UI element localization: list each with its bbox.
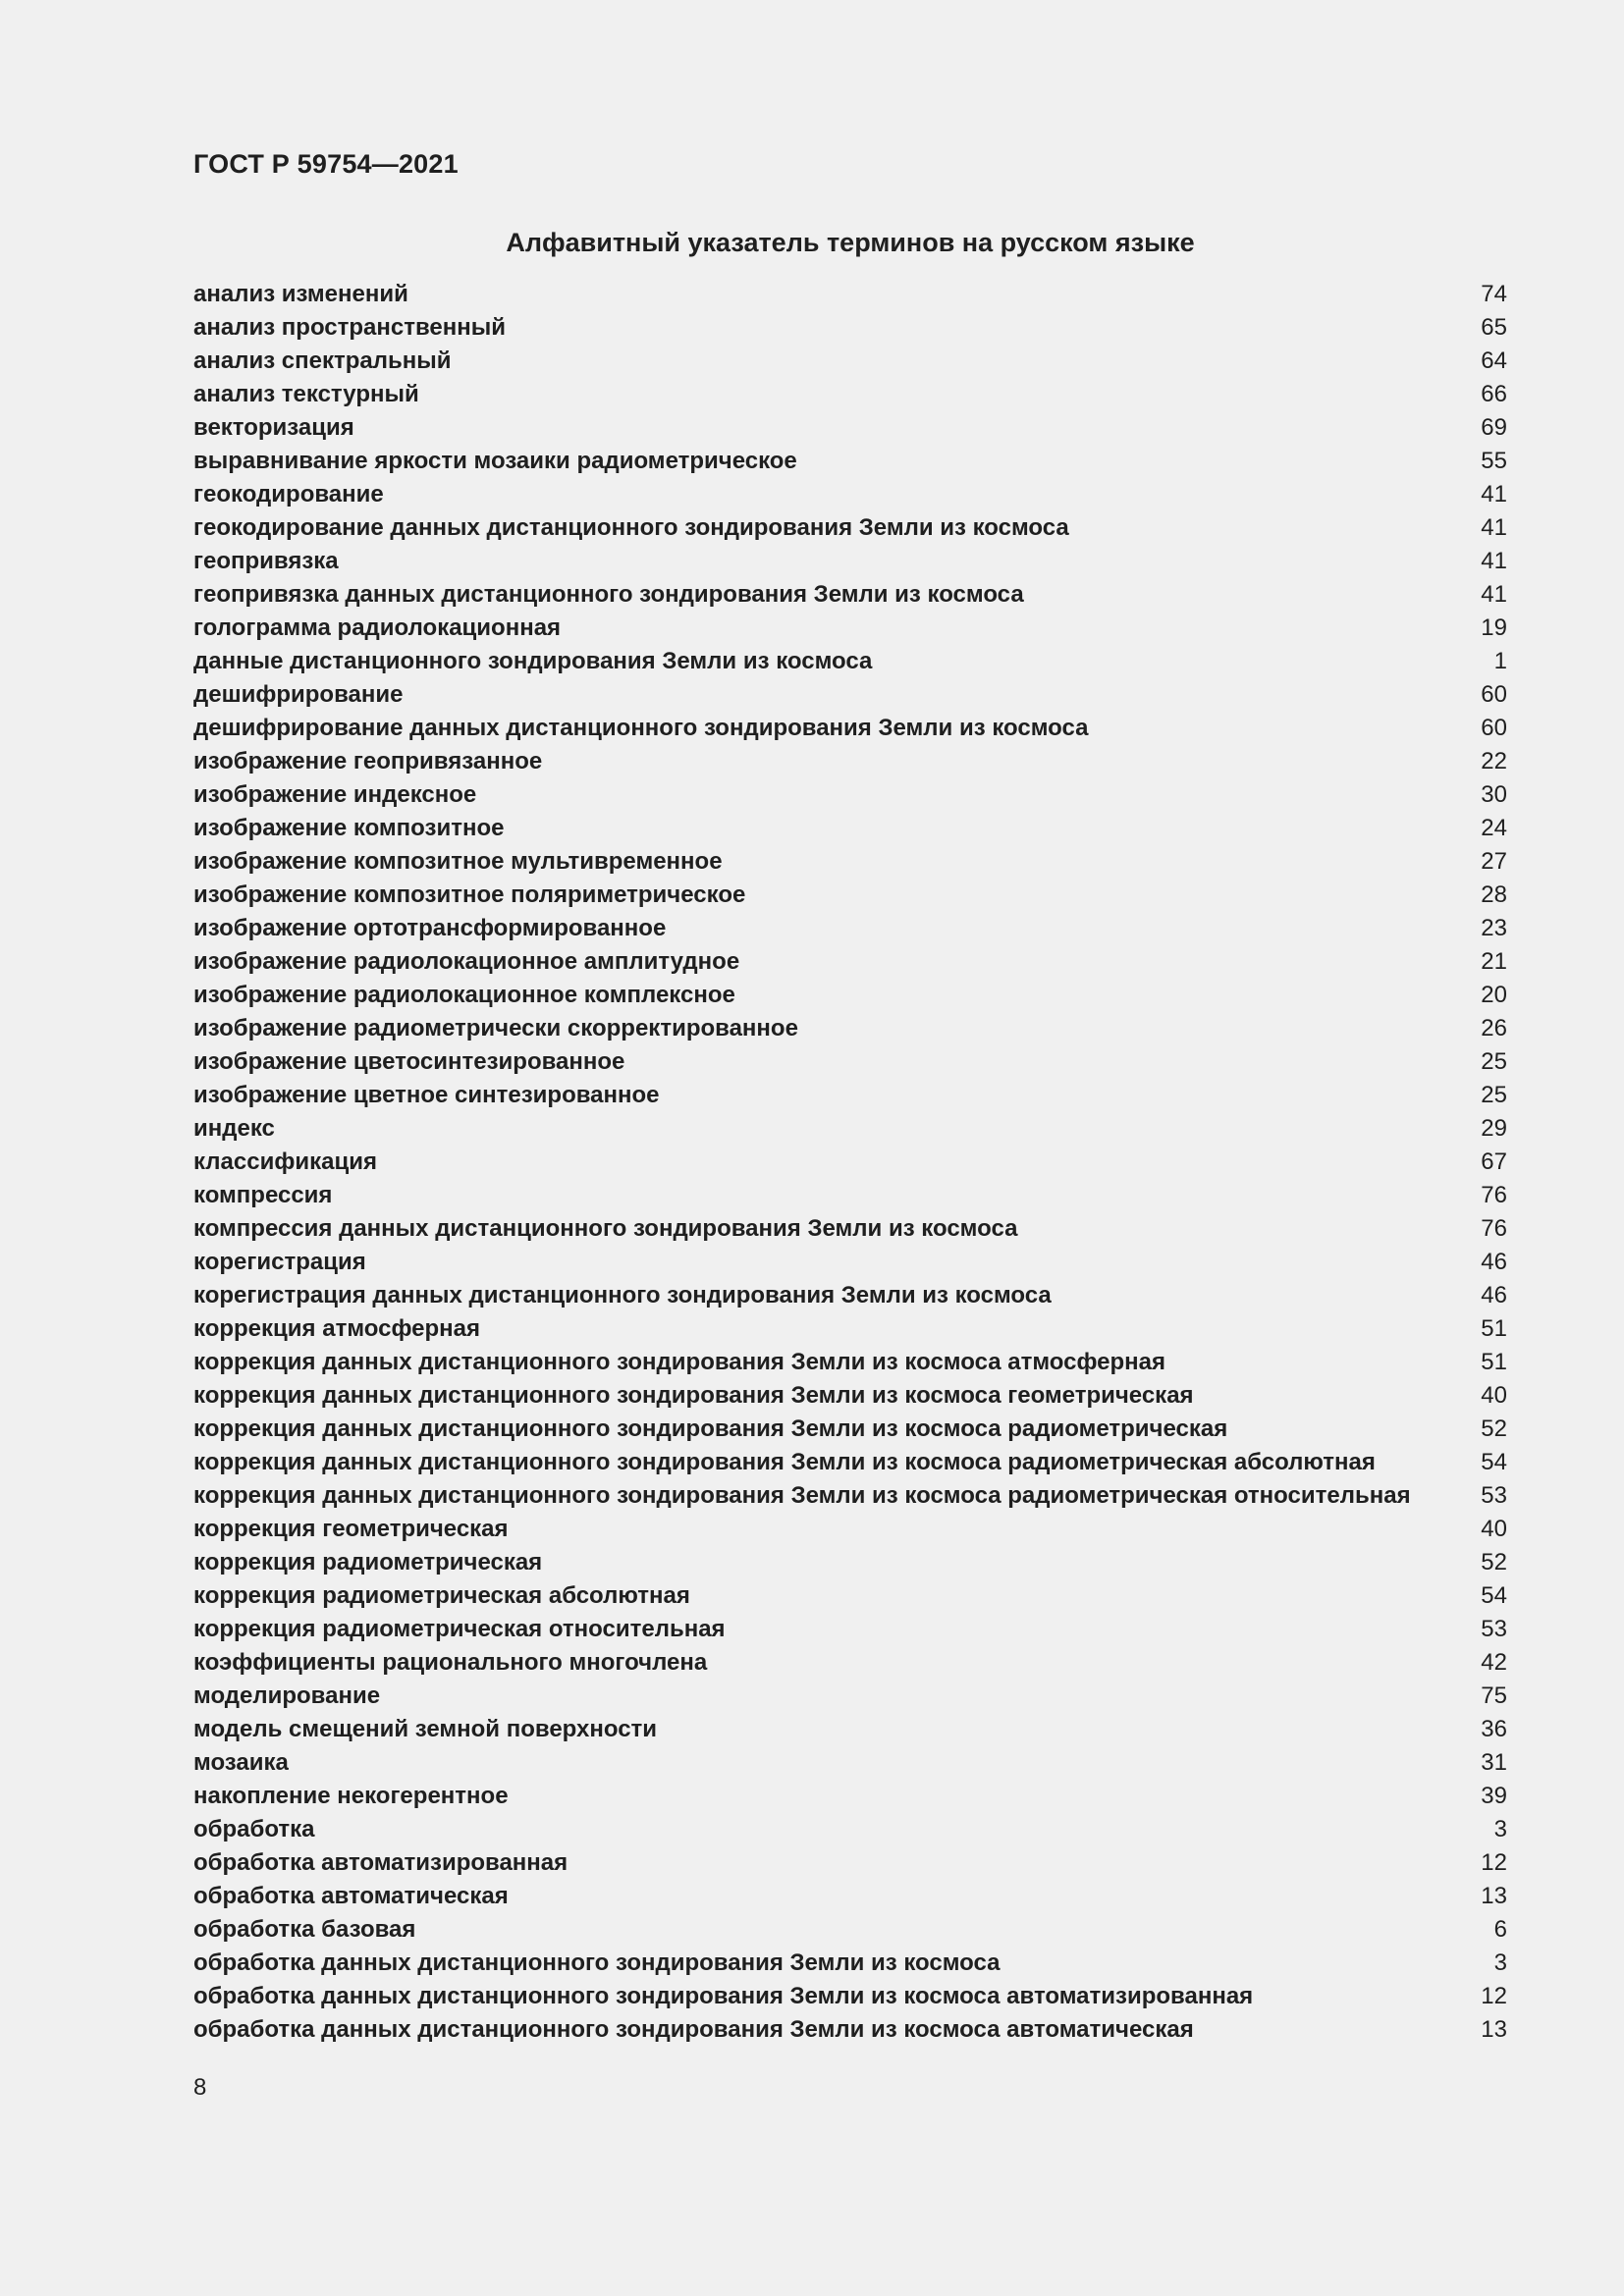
index-term-number: 46 [1481, 1249, 1507, 1275]
page-number: 8 [193, 2074, 207, 2101]
index-term: мозаика [193, 1749, 289, 1776]
index-entry [193, 1513, 1507, 1546]
index-entry [193, 1479, 1507, 1513]
index-term: компрессия данных дистанционного зондирования Земли из космоса [193, 1215, 1018, 1242]
index-term-number: 22 [1481, 748, 1507, 774]
index-entry [193, 612, 1507, 645]
index-term: изображение композитное поляриметрическое [193, 881, 746, 908]
index-entry [193, 945, 1507, 979]
index-term-number: 13 [1481, 2016, 1507, 2043]
index-entry [193, 1246, 1507, 1279]
index-term: модель смещений земной поверхности [193, 1716, 658, 1742]
index-term: изображение цветосинтезированное [193, 1048, 625, 1075]
index-entry [193, 1079, 1507, 1112]
index-term-number: 75 [1481, 1682, 1507, 1709]
index-term: анализ текстурный [193, 381, 419, 407]
index-term: векторизация [193, 414, 354, 441]
index-term-number: 31 [1481, 1749, 1507, 1776]
index-term: изображение индексное [193, 781, 477, 808]
index-entry [193, 1613, 1507, 1646]
index-entry [193, 478, 1507, 511]
index-term: коррекция атмосферная [193, 1315, 480, 1342]
index-entry [193, 678, 1507, 712]
index-term: коррекция радиометрическая абсолютная [193, 1582, 690, 1609]
index-entry [193, 1179, 1507, 1212]
index-term-number: 42 [1481, 1649, 1507, 1676]
index-entry [193, 345, 1507, 378]
index-entry [193, 1846, 1507, 1880]
index-entry [193, 445, 1507, 478]
index-term-number: 53 [1481, 1482, 1507, 1509]
index-term-number: 55 [1481, 448, 1507, 474]
index-term: моделирование [193, 1682, 381, 1709]
index-term-number: 30 [1481, 781, 1507, 808]
index-entry [193, 545, 1507, 578]
index-term-number: 13 [1481, 1883, 1507, 1909]
index-term-number: 21 [1481, 948, 1507, 975]
index-term: изображение радиолокационное амплитудное [193, 948, 740, 975]
index-term: коррекция данных дистанционного зондирования Земли из космоса радиометрическая относительная [193, 1482, 1411, 1509]
index-term: изображение радиометрически скорректированное [193, 1015, 798, 1041]
index-entry [193, 1212, 1507, 1246]
index-entry [193, 645, 1507, 678]
index-term-number: 26 [1481, 1015, 1507, 1041]
index-term: геокодирование [193, 481, 384, 507]
index-term: обработка данных дистанционного зондирования Земли из космоса [193, 1949, 1001, 1976]
index-term: обработка автоматическая [193, 1883, 509, 1909]
index-entry [193, 1045, 1507, 1079]
index-term-number: 40 [1481, 1382, 1507, 1409]
index-term: выравнивание яркости мозаики радиометрическое [193, 448, 797, 474]
index-entry [193, 912, 1507, 945]
index-entry [193, 1546, 1507, 1579]
index-term-number: 54 [1481, 1449, 1507, 1475]
index-entry [193, 1312, 1507, 1346]
index-entry [193, 1713, 1507, 1746]
index-entry [193, 1112, 1507, 1146]
index-term: индекс [193, 1115, 275, 1142]
index-term-number: 41 [1481, 548, 1507, 574]
index-term: изображение геопривязанное [193, 748, 543, 774]
index-entry [193, 1880, 1507, 1913]
index-entry [193, 2013, 1507, 2047]
index-term: данные дистанционного зондирования Земли из космоса [193, 648, 873, 674]
index-term: коррекция данных дистанционного зондирования Земли из космоса геометрическая [193, 1382, 1194, 1409]
index-term: коррекция геометрическая [193, 1516, 509, 1542]
index-term: классификация [193, 1148, 377, 1175]
index-term-number: 3 [1493, 1949, 1507, 1976]
index-entry [193, 845, 1507, 879]
index-term: коррекция радиометрическая относительная [193, 1616, 726, 1642]
index-entry [193, 1947, 1507, 1980]
index-entry [193, 1780, 1507, 1813]
index-entry [193, 745, 1507, 778]
index-term-number: 28 [1481, 881, 1507, 908]
index-term-number: 1 [1493, 648, 1507, 674]
index-term-number: 65 [1481, 314, 1507, 341]
index-entry [193, 1646, 1507, 1680]
index-entry [193, 812, 1507, 845]
index-entry [193, 712, 1507, 745]
index-term: изображение радиолокационное комплексное [193, 982, 735, 1008]
index-term-number: 52 [1481, 1415, 1507, 1442]
index-entry [193, 378, 1507, 411]
index-term-number: 40 [1481, 1516, 1507, 1542]
index-term: изображение ортотрансформированное [193, 915, 667, 941]
index-term: накопление некогерентное [193, 1783, 509, 1809]
term-index-list [193, 278, 1507, 2047]
index-entry [193, 1146, 1507, 1179]
index-entry [193, 1913, 1507, 1947]
index-term-number: 46 [1481, 1282, 1507, 1308]
index-term-number: 64 [1481, 347, 1507, 374]
index-term-number: 6 [1493, 1916, 1507, 1943]
index-term: коррекция данных дистанционного зондирования Земли из космоса радиометрическая [193, 1415, 1228, 1442]
index-term-number: 76 [1481, 1182, 1507, 1208]
index-term-number: 53 [1481, 1616, 1507, 1642]
index-term: обработка [193, 1816, 315, 1842]
index-term: геопривязка [193, 548, 339, 574]
index-term: обработка данных дистанционного зондирования Земли из космоса автоматическая [193, 2016, 1194, 2043]
index-entry [193, 1379, 1507, 1413]
index-term: анализ изменений [193, 281, 408, 307]
index-term-number: 76 [1481, 1215, 1507, 1242]
index-term: изображение композитное мультивременное [193, 848, 723, 875]
index-entry [193, 1746, 1507, 1780]
index-term-number: 25 [1481, 1082, 1507, 1108]
index-term-number: 41 [1481, 514, 1507, 541]
index-term-number: 54 [1481, 1582, 1507, 1609]
index-entry [193, 411, 1507, 445]
document-code-header: ГОСТ Р 59754—2021 [193, 149, 459, 179]
index-term: коэффициенты рационального многочлена [193, 1649, 708, 1676]
index-term-number: 36 [1481, 1716, 1507, 1742]
index-term-number: 23 [1481, 915, 1507, 941]
index-entry [193, 1446, 1507, 1479]
index-term-number: 41 [1481, 581, 1507, 608]
index-title: Алфавитный указатель терминов на русском языке [506, 228, 1195, 257]
index-term: геокодирование данных дистанционного зондирования Земли из космоса [193, 514, 1069, 541]
index-term: компрессия [193, 1182, 333, 1208]
index-entry [193, 1579, 1507, 1613]
index-entry [193, 1012, 1507, 1045]
index-entry [193, 311, 1507, 345]
index-entry [193, 1346, 1507, 1379]
index-term: анализ пространственный [193, 314, 507, 341]
index-term-number: 51 [1481, 1315, 1507, 1342]
index-entry [193, 1279, 1507, 1312]
index-term: обработка данных дистанционного зондирования Земли из космоса автоматизированная [193, 1983, 1254, 2009]
index-term-number: 52 [1481, 1549, 1507, 1575]
index-term: обработка базовая [193, 1916, 416, 1943]
index-entry [193, 278, 1507, 311]
index-entry [193, 578, 1507, 612]
index-term: изображение композитное [193, 815, 505, 841]
index-term: изображение цветное синтезированное [193, 1082, 660, 1108]
index-term-number: 66 [1481, 381, 1507, 407]
index-term-number: 12 [1481, 1983, 1507, 2009]
index-entry [193, 979, 1507, 1012]
index-term: голограмма радиолокационная [193, 614, 562, 641]
index-term: дешифрирование [193, 681, 404, 708]
index-term-number: 12 [1481, 1849, 1507, 1876]
index-term-number: 41 [1481, 481, 1507, 507]
index-term-number: 24 [1481, 815, 1507, 841]
index-term-number: 3 [1493, 1816, 1507, 1842]
index-entry [193, 1680, 1507, 1713]
index-entry [193, 1980, 1507, 2013]
index-term-number: 60 [1481, 681, 1507, 708]
index-term: корегистрация данных дистанционного зондирования Земли из космоса [193, 1282, 1052, 1308]
index-term-number: 67 [1481, 1148, 1507, 1175]
index-term: коррекция данных дистанционного зондирования Земли из космоса атмосферная [193, 1349, 1165, 1375]
index-term-number: 29 [1481, 1115, 1507, 1142]
index-term-number: 19 [1481, 614, 1507, 641]
index-term: обработка автоматизированная [193, 1849, 568, 1876]
index-entry [193, 1413, 1507, 1446]
index-term-number: 39 [1481, 1783, 1507, 1809]
index-term: коррекция данных дистанционного зондирования Земли из космоса радиометрическая абсолютная [193, 1449, 1376, 1475]
index-entry [193, 511, 1507, 545]
index-term-number: 60 [1481, 715, 1507, 741]
index-term-number: 20 [1481, 982, 1507, 1008]
index-term: геопривязка данных дистанционного зондирования Земли из космоса [193, 581, 1024, 608]
index-term: дешифрирование данных дистанционного зондирования Земли из космоса [193, 715, 1089, 741]
index-term: коррекция радиометрическая [193, 1549, 543, 1575]
index-term-number: 51 [1481, 1349, 1507, 1375]
index-term-number: 25 [1481, 1048, 1507, 1075]
index-term: корегистрация [193, 1249, 366, 1275]
index-term-number: 69 [1481, 414, 1507, 441]
index-entry [193, 778, 1507, 812]
index-entry [193, 1813, 1507, 1846]
index-term: анализ спектральный [193, 347, 452, 374]
index-entry [193, 879, 1507, 912]
index-term-number: 74 [1481, 281, 1507, 307]
index-term-number: 27 [1481, 848, 1507, 875]
